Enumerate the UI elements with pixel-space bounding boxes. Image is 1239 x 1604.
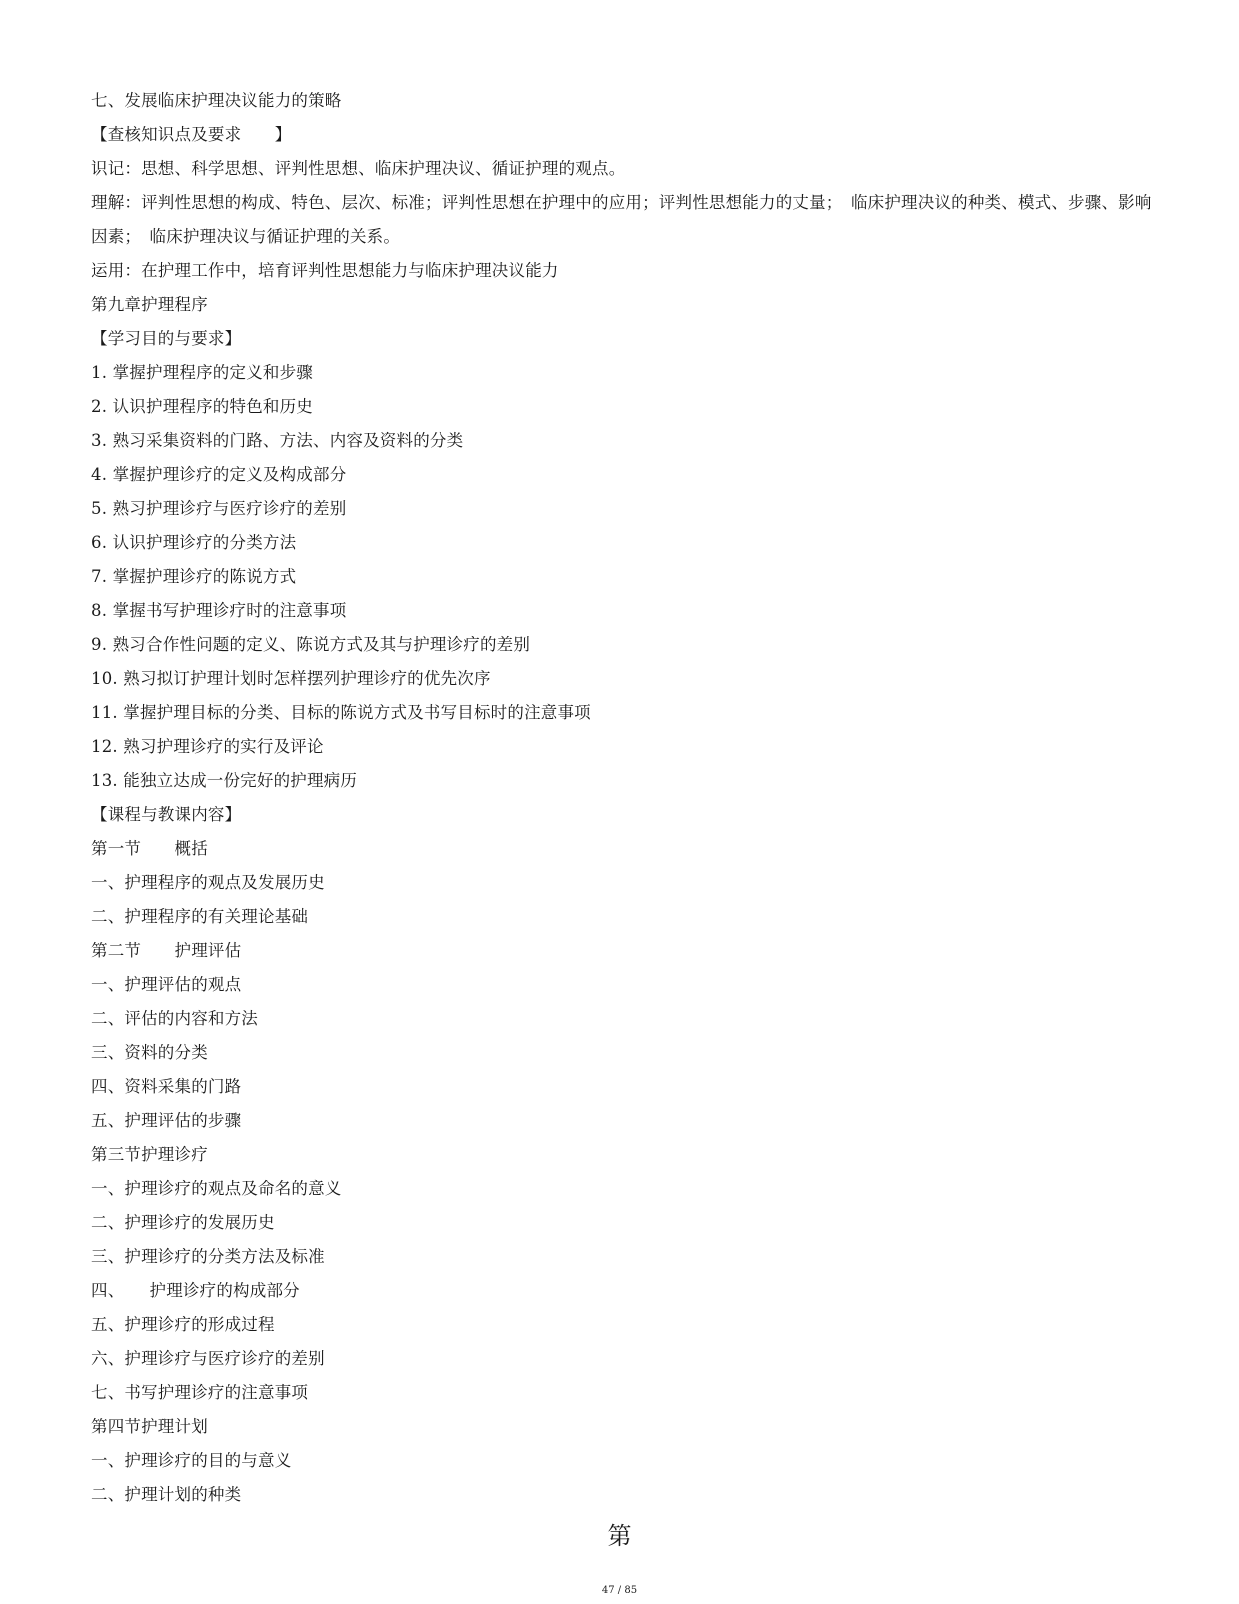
outline-item: 二、护理计划的种类 (91, 1485, 242, 1504)
outline-item: 六、护理诊疗与医疗诊疗的差别 (91, 1349, 325, 1368)
outline-item: 四、资料采集的门路 (91, 1077, 242, 1096)
paragraph-understand: 理解：评判性思想的构成、特色、层次、标准；评判性思想在护理中的应用；评判性思想能力的丈量； 临床护理决议的种类、模式、步骤、影响因素； 临床护理决议与循证护理的关系。 (91, 193, 1152, 246)
outline-item: 一、护理诊疗的目的与意义 (91, 1451, 292, 1470)
outline-item: 一、护理评估的观点 (91, 975, 242, 994)
list-item: 6. 认识护理诊疗的分类方法 (91, 533, 297, 552)
outline-item: 三、资料的分类 (91, 1043, 208, 1062)
chapter-title: 第九章护理程序 (91, 295, 208, 314)
list-item: 12. 熟习护理诊疗的实行及评论 (91, 737, 324, 756)
bracket-heading: 【学习目的与要求】 (91, 329, 242, 348)
outline-item: 四、 护理诊疗的构成部分 (91, 1281, 300, 1300)
outline-item: 二、护理诊疗的发展历史 (91, 1213, 275, 1232)
section-heading: 第三节护理诊疗 (91, 1145, 208, 1164)
paragraph-memorize: 识记：思想、科学思想、评判性思想、临床护理决议、循证护理的观点。 (91, 159, 626, 178)
list-item: 10. 熟习拟订护理计划时怎样摆列护理诊疗的优先次序 (91, 669, 491, 688)
outline-item: 二、评估的内容和方法 (91, 1009, 258, 1028)
paragraph-apply: 运用：在护理工作中，培育评判性思想能力与临床护理决议能力 (91, 261, 559, 280)
list-item: 2. 认识护理程序的特色和历史 (91, 397, 313, 416)
stray-character: 第 (607, 1522, 632, 1550)
outline-item: 二、护理程序的有关理论基础 (91, 907, 309, 926)
list-item: 7. 掌握护理诊疗的陈说方式 (91, 567, 297, 586)
list-item: 5. 熟习护理诊疗与医疗诊疗的差别 (91, 499, 347, 518)
outline-item: 五、护理诊疗的形成过程 (91, 1315, 275, 1334)
list-item: 13. 能独立达成一份完好的护理病历 (91, 771, 358, 790)
outline-item: 一、护理程序的观点及发展历史 (91, 873, 325, 892)
outline-item: 一、护理诊疗的观点及命名的意义 (91, 1179, 342, 1198)
list-item: 1. 掌握护理程序的定义和步骤 (91, 363, 313, 382)
section-heading: 第一节 概括 (91, 839, 208, 858)
section-heading: 第四节护理计划 (91, 1417, 208, 1436)
list-item: 4. 掌握护理诊疗的定义及构成部分 (91, 465, 347, 484)
outline-item: 三、护理诊疗的分类方法及标准 (91, 1247, 325, 1266)
list-item: 8. 掌握书写护理诊疗时的注意事项 (91, 601, 347, 620)
page-number: 47 / 85 (601, 1585, 638, 1596)
list-item: 11. 掌握护理目标的分类、目标的陈说方式及书写目标时的注意事项 (91, 703, 591, 722)
bracket-heading: 【课程与教课内容】 (91, 805, 242, 824)
section-heading: 第二节 护理评估 (91, 941, 242, 960)
list-item: 9. 熟习合作性问题的定义、陈说方式及其与护理诊疗的差别 (91, 635, 531, 654)
section-heading: 七、发展临床护理决议能力的策略 (91, 91, 342, 110)
outline-item: 五、护理评估的步骤 (91, 1111, 242, 1130)
document-body (91, 84, 1161, 1512)
outline-item: 七、书写护理诊疗的注意事项 (91, 1383, 309, 1402)
bracket-heading: 【查核知识点及要求 】 (91, 125, 292, 144)
list-item: 3. 熟习采集资料的门路、方法、内容及资料的分类 (91, 431, 464, 450)
